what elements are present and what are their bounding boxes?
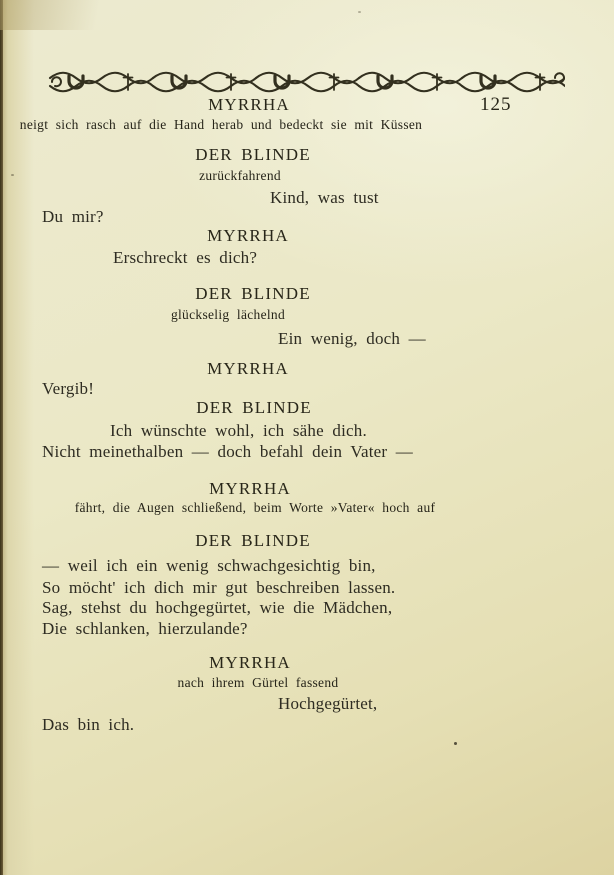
stage-direction: fährt, die Augen schließend, beim Worte »Vater« hoch auf (74, 500, 436, 515)
dialogue-line: — weil ich ein wenig schwachgesichtig bin, (42, 556, 376, 575)
speaker-heading: MYRRHA (207, 359, 289, 378)
dialogue-line: Kind, was tust (270, 188, 379, 207)
dialogue-line: Das bin ich. (42, 715, 135, 734)
stage-direction: neigt sich rasch auf die Hand herab und bedeckt sie mit Küssen (19, 117, 423, 132)
dialogue-line: Hochgegürtet, (278, 694, 378, 713)
page-number: 125 (480, 94, 512, 115)
dialogue-line: Nicht meinethalben — doch befahl dein Vater — (42, 442, 414, 461)
speaker-heading: DER BLINDE (195, 145, 311, 164)
dialogue-line: Die schlanken, hierzulande? (42, 619, 248, 638)
stage-direction: zurückfahrend (199, 168, 281, 183)
speaker-heading: DER BLINDE (195, 531, 311, 550)
dialogue-line: Vergib! (42, 379, 95, 398)
dialogue-line: So möcht' ich dich mir gut beschreiben lassen. (42, 578, 396, 597)
dialogue-line: Sag, stehst du hochgegürtet, wie die Mädchen, (42, 598, 393, 617)
speaker-heading: MYRRHA (207, 226, 289, 245)
ink-speck (11, 174, 14, 176)
speaker-heading: MYRRHA (209, 653, 291, 672)
speaker-heading: MYRRHA (209, 479, 291, 498)
speaker-heading: DER BLINDE (196, 398, 312, 417)
dialogue-line: Ein wenig, doch — (278, 329, 426, 348)
dialogue-line: Erschreckt es dich? (113, 248, 258, 267)
dialogue-line: Du mir? (42, 207, 104, 226)
stage-direction: glückselig lächelnd (170, 307, 286, 322)
book-binding-shadow (0, 0, 3, 875)
stage-direction: nach ihrem Gürtel fassend (177, 675, 339, 690)
page-corner-shade (0, 0, 120, 30)
speaker-heading: DER BLINDE (195, 284, 311, 303)
speaker-heading: MYRRHA (208, 95, 290, 114)
ornament-border (45, 70, 565, 95)
dialogue-line: Ich wünschte wohl, ich sähe dich. (110, 421, 367, 440)
ink-speck (358, 11, 361, 13)
ink-speck (454, 742, 457, 745)
